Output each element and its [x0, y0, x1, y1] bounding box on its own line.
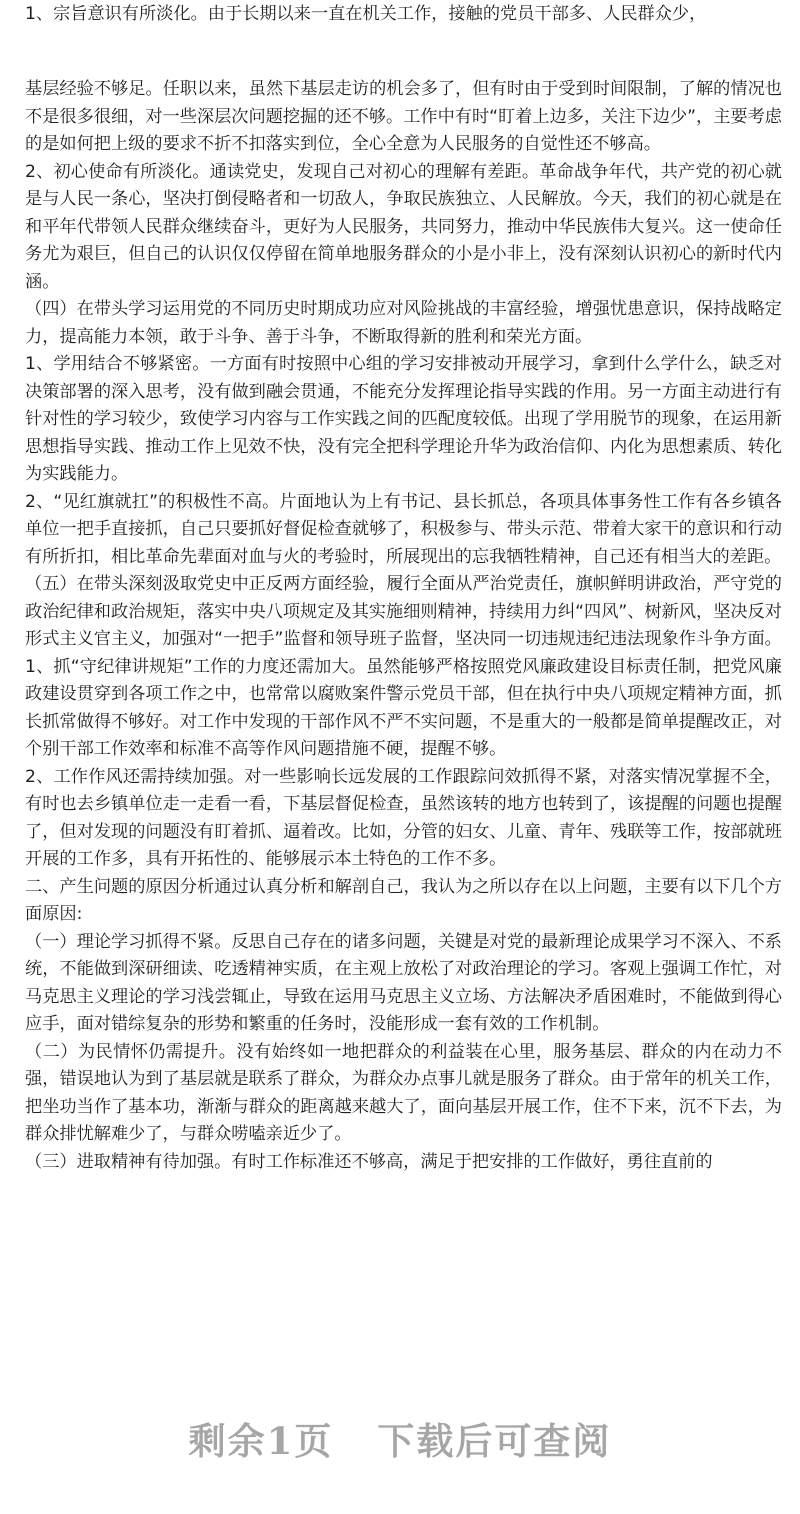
- paragraph: 2、“见红旗就扛”的积极性不高。片面地认为上有书记、县长抓总，各项具体事务性工作有各乡镇各单位一把手直接抓，自己只要抓好督促检查就够了，积极参与、带头示范、带着大家干的意识和行动有所折扣，相比革命先辈面对血与火的考验时，所展现出的忘我牺牲精神，自己还有相当大的差距。: [25, 491, 782, 567]
- paragraph: 基层经验不够足。任职以来，虽然下基层走访的机会多了，但有时由于受到时间限制，了解的情况也不是很多很细，对一些深层次问题挖掘的还不够。工作中有时“盯着上边多，关注下边少”，主要考虑的是如何把上级的要求不折不扣落实到位，全心全意为人民服务的自觉性还不够高。: [25, 79, 782, 154]
- paragraph: 二、产生问题的原因分析通过认真分析和解剖自己，我认为之所以存在以上问题，主要有以下几个方面原因:: [25, 876, 782, 924]
- paragraph: （二）为民情怀仍需提升。没有始终如一地把群众的利益装在心里，服务基层、群众的内在动力不强，错误地认为到了基层就是联系了群众，为群众办点事儿就是服务了群众。由于常年的机关工作，把坐功当作了基本功，渐渐与群众的距离越来越大了，面向基层开展工作，住不下来，沉不下去，为群众排忧解难少了，与群众唠嗑亲近少了。: [25, 1041, 782, 1144]
- paragraph: 1、抓“守纪律讲规矩”工作的力度还需加大。虽然能够严格按照党风廉政建设目标责任制，把党风廉政建设贯穿到各项工作之中，也常常以腐败案件警示党员干部，但在执行中央八项规定精神方面，抓长抓常做得不够好。对工作中发现的干部作风不严不实问题，不是重大的一般都是简单提醒改正，对个别干部工作效率和标准不高等作风问题措施不硬，提醒不够。: [25, 656, 782, 759]
- paragraph: （三）进取精神有待加强。有时工作标准还不够高，满足于把安排的工作做好，勇往直前的: [25, 1151, 713, 1172]
- remaining-pages-text: 剩余1页: [188, 1419, 334, 1463]
- top-text-line: 1、宗旨意识有所淡化。由于长期以来一直在机关工作，接触的党员干部多、人民群众少，: [25, 4, 707, 24]
- paragraph: （四）在带头学习运用党的不同历史时期成功应对风险挑战的丰富经验，增强忧患意识，保持战略定力，提高能力本领，敢于斗争、善于斗争，不断取得新的胜利和荣光方面。: [25, 299, 782, 347]
- document-body: [25, 76, 782, 1176]
- paragraph: 1、学用结合不够紧密。一方面有时按照中心组的学习安排被动开展学习，拿到什么学什么，缺乏对决策部署的深入思考，没有做到融会贯通，不能充分发挥理论指导实践的作用。另一方面主动进行有针对性的学习较少，致使学习内容与工作实践之间的匹配度较低。出现了学用脱节的现象，在运用新思想指导实践、推动工作上见效不快，没有完全把科学理论升华为政治信仰、内化为思想素质、转化为实践能力。: [25, 354, 782, 484]
- download-to-view-text: 下载后可查阅: [377, 1419, 612, 1463]
- paragraph: 2、工作作风还需持续加强。对一些影响长远发展的工作跟踪问效抓得不紧，对落实情况掌握不全，有时也去乡镇单位走一走看一看，下基层督促检查，虽然该转的地方也转到了，该提醒的问题也提醒了，但对发现的问题没有盯着抓、逼着改。比如，分管的妇女、儿童、青年、残联等工作，按部就班开展的工作多，具有开拓性的、能够展示本土特色的工作不多。: [25, 766, 782, 869]
- paragraph: （五）在带头深刻汲取党史中正反两方面经验，履行全面从严治党责任，旗帜鲜明讲政治，严守党的政治纪律和政治规矩，落实中央八项规定及其实施细则精神，持续用力纠“四风”、树新风，坚决反对形式主义官主义，加强对“一把手”监督和领导班子监督，坚决同一切违规违纪违法现象作斗争方面。: [25, 574, 782, 649]
- paragraph: 2、初心使命有所淡化。通读党史，发现自己对初心的理解有差距。革命战争年代，共产党的初心就是与人民一条心，坚决打倒侵略者和一切敌人，争取民族独立、人民解放。今天，我们的初心就是在和平年代带领人民群众继续奋斗，更好为人民服务，共同努力，推动中华民族伟大复兴。这一使命任务尤为艰巨，但自己的认识仅仅停留在简单地服务群众的小是小非上，没有深刻认识初心的新时代内涵。: [25, 161, 782, 292]
- paragraph: （一）理论学习抓得不紧。反思自己存在的诸多问题，关键是对党的最新理论成果学习不深入、不系统，不能做到深研细读、吃透精神实质，在主观上放松了对政治理论的学习。客观上强调工作忙，对马克思主义理论的学习浅尝辄止，导致在运用马克思主义立场、方法解决矛盾困难时，不能做到得心应手，面对错综复杂的形势和繁重的任务时，没能形成一套有效的工作机制。: [25, 931, 782, 1034]
- download-prompt-banner[interactable]: [0, 1406, 800, 1476]
